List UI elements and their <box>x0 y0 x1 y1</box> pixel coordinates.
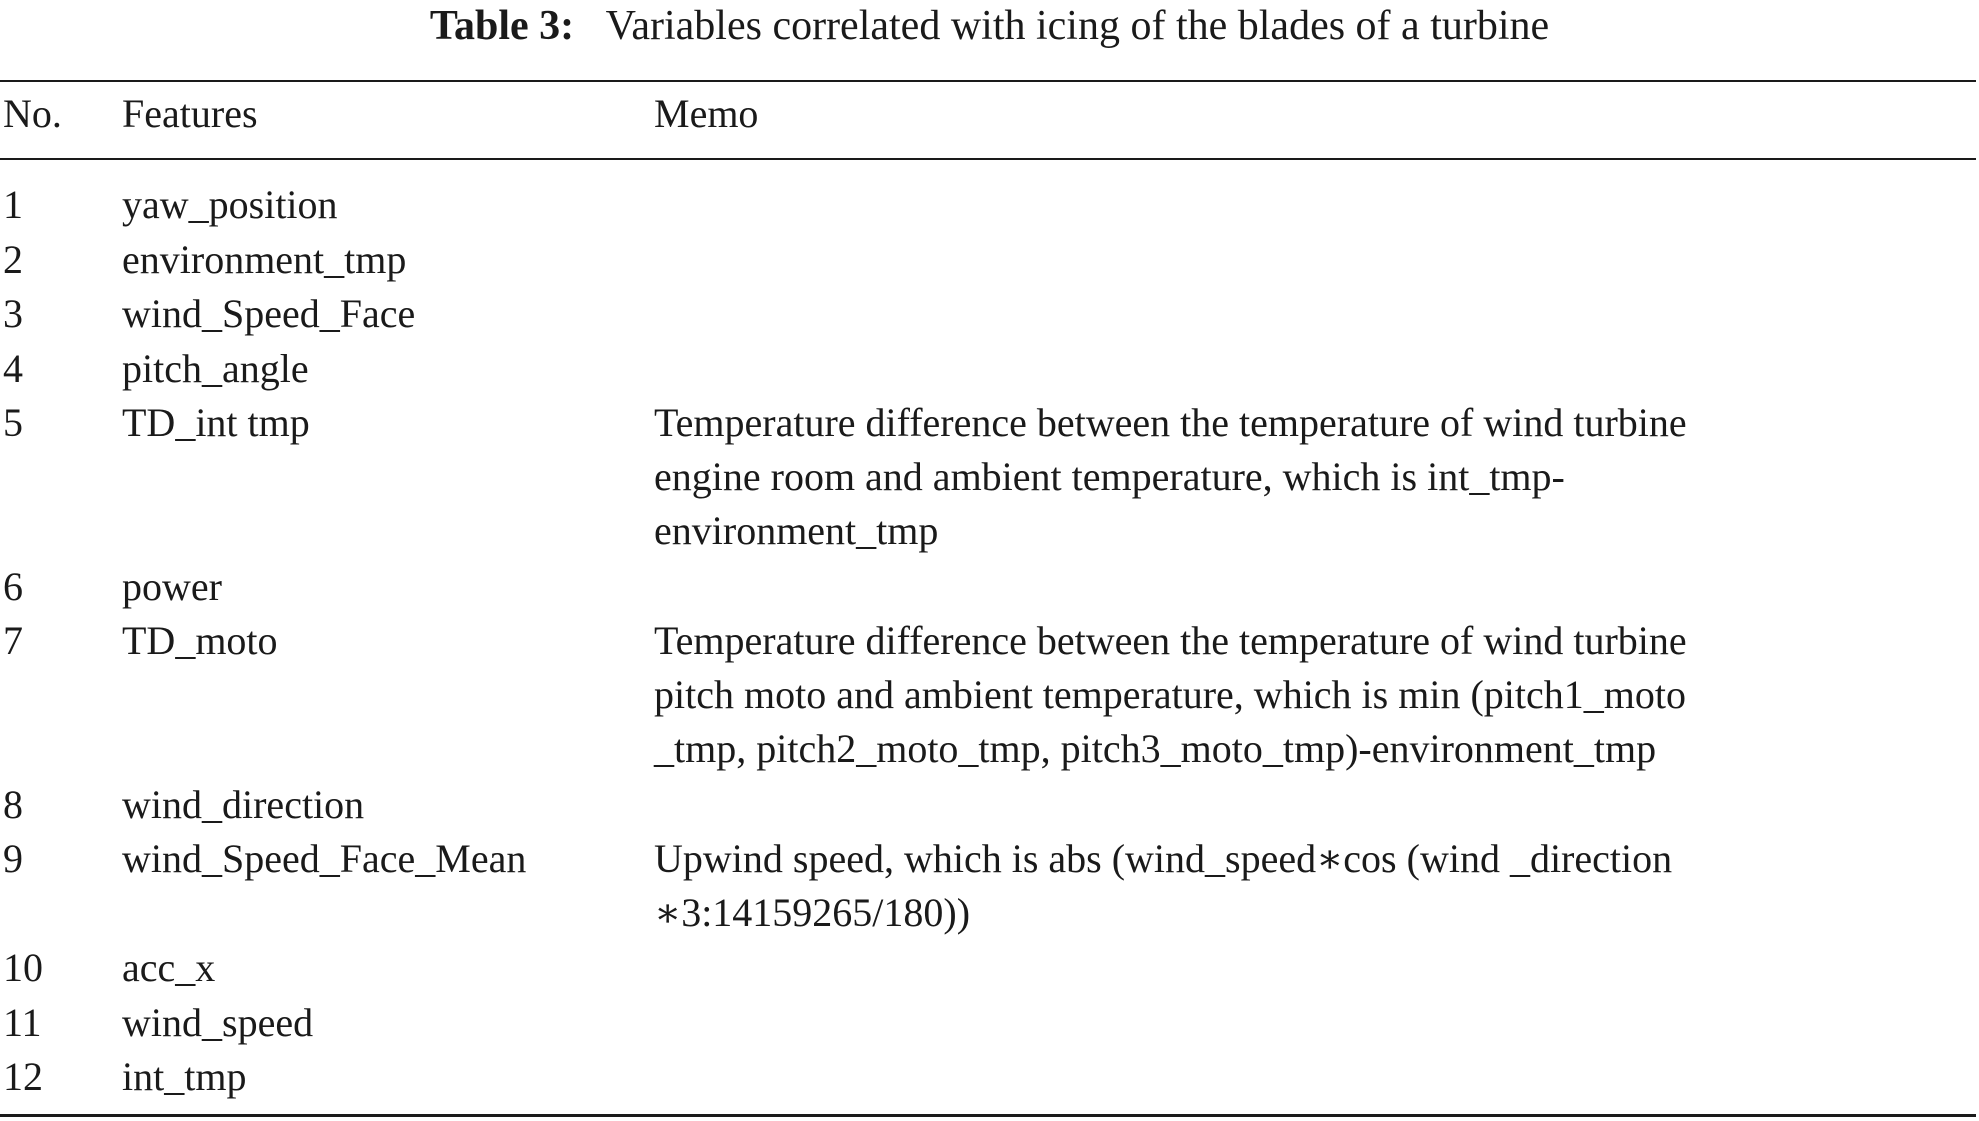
table-bottom-rule <box>0 1114 1976 1117</box>
table-row <box>0 233 1976 288</box>
table-body <box>0 178 1976 1105</box>
row-memo-line: Upwind speed, which is abs (wind_speed∗cos (wind _direction <box>654 836 1673 881</box>
table-row <box>0 996 1976 1051</box>
row-number: 5 <box>3 400 23 445</box>
row-feature: TD_moto <box>122 618 278 663</box>
row-feature: wind_direction <box>122 781 365 827</box>
table-row <box>0 560 1976 615</box>
table-caption-text: Variables correlated with icing of the blades of a turbine <box>605 3 1550 49</box>
table-row <box>0 396 1976 560</box>
table-header-rule <box>0 158 1976 160</box>
table-row <box>0 287 1976 342</box>
row-feature: wind_Speed_Face <box>122 291 416 336</box>
row-memo <box>654 614 1974 776</box>
table-row <box>0 778 1976 833</box>
table-caption <box>0 0 1979 52</box>
table-row <box>0 614 1976 778</box>
table-row <box>0 941 1976 996</box>
row-memo <box>654 832 1974 940</box>
row-number: 4 <box>3 345 23 391</box>
row-number: 10 <box>3 945 43 990</box>
row-memo-line: Temperature difference between the temperature of wind turbine <box>654 400 1687 445</box>
header-no: No. <box>3 91 62 136</box>
row-feature: power <box>122 563 222 609</box>
row-number: 9 <box>3 836 23 881</box>
row-feature: pitch_angle <box>122 345 309 391</box>
row-memo-line: _tmp, pitch2_moto_tmp, pitch3_moto_tmp)-environment_tmp <box>654 726 1657 771</box>
row-number: 7 <box>3 618 23 663</box>
row-feature: yaw_position <box>122 182 338 227</box>
row-memo-line: ∗3:14159265/180)) <box>654 890 971 935</box>
row-memo <box>654 396 1974 558</box>
header-memo: Memo <box>654 91 759 136</box>
table-row <box>0 1050 1976 1105</box>
table-header-row <box>0 82 1976 158</box>
row-number: 12 <box>3 1054 43 1099</box>
row-feature: wind_speed <box>122 999 314 1045</box>
row-feature: environment_tmp <box>122 236 407 282</box>
header-features: Features <box>122 91 258 136</box>
table-row <box>0 178 1976 233</box>
row-number: 11 <box>3 999 42 1045</box>
table-row <box>0 832 1976 941</box>
row-number: 6 <box>3 563 23 609</box>
row-feature: TD_int tmp <box>122 400 310 445</box>
row-number: 1 <box>3 182 23 227</box>
row-feature: int_tmp <box>122 1054 247 1099</box>
table-caption-spacer <box>585 3 606 49</box>
table-caption-label: Table 3: <box>429 3 575 49</box>
row-memo-line: Temperature difference between the temperature of wind turbine <box>654 618 1687 663</box>
row-feature: acc_x <box>122 945 216 990</box>
row-feature: wind_Speed_Face_Mean <box>122 836 527 881</box>
row-memo-line: pitch moto and ambient temperature, which is min (pitch1_moto <box>654 672 1686 717</box>
row-number: 2 <box>3 236 23 282</box>
row-memo-line: engine room and ambient temperature, which is int_tmp- <box>654 454 1565 499</box>
row-memo-line: environment_tmp <box>654 508 939 553</box>
row-number: 8 <box>3 781 23 827</box>
table-row <box>0 342 1976 397</box>
row-number: 3 <box>3 291 23 336</box>
